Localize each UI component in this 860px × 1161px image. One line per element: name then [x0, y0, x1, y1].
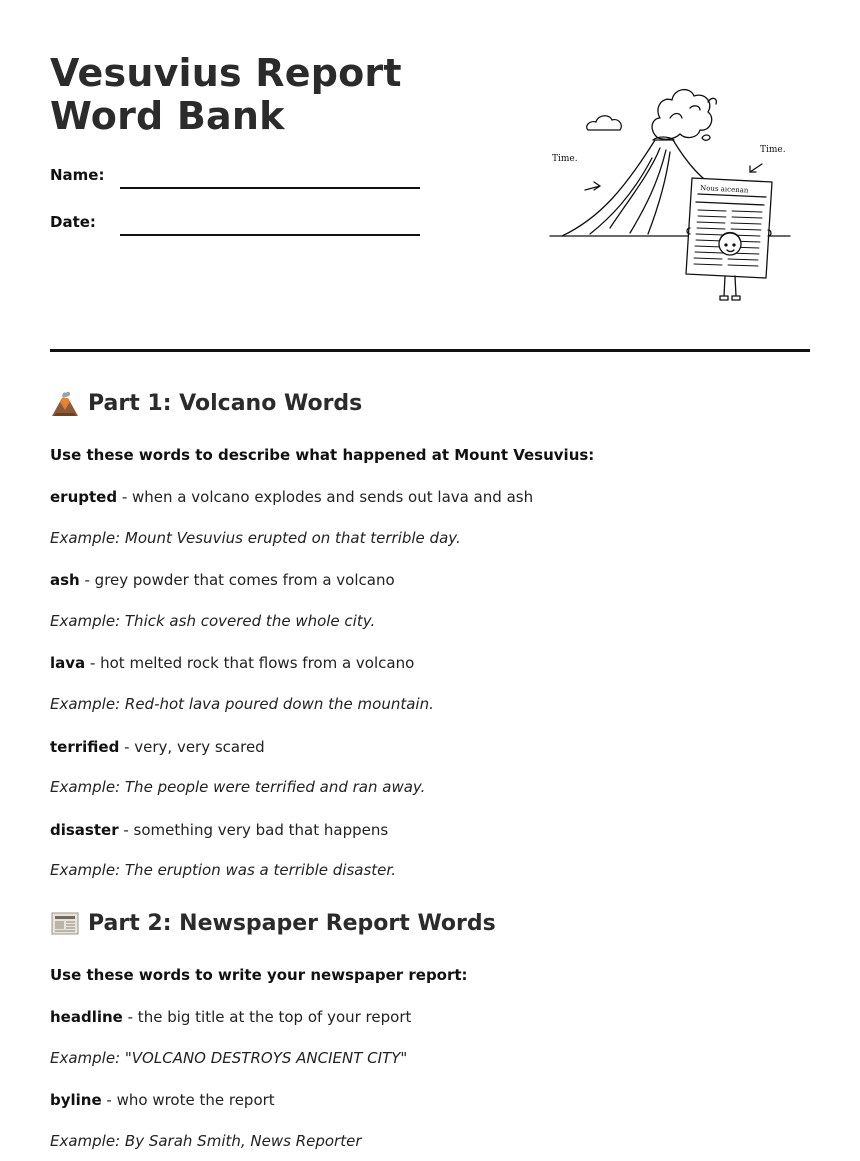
part2-heading-text: Part 2: Newspaper Report Words [88, 910, 496, 936]
volcano-newspaper-illustration [540, 78, 800, 308]
term-word: headline [50, 1008, 123, 1026]
part1-heading-text: Part 1: Volcano Words [88, 390, 363, 416]
newspaper-icon [50, 908, 80, 938]
term-definition: - the big title at the top of your report [122, 1008, 412, 1026]
example-erupted: Example: Mount Vesuvius erupted on that terrible day. [50, 529, 461, 547]
term-terrified [50, 738, 265, 756]
date-field[interactable] [120, 234, 420, 236]
term-definition: - when a volcano explodes and sends out lava and ash [117, 488, 534, 506]
term-headline [50, 1008, 411, 1026]
term-definition: - who wrote the report [101, 1091, 275, 1109]
example-terrified: Example: The people were terrified and ran away. [50, 778, 426, 796]
page-title: Vesuvius Report Word Bank [50, 51, 402, 138]
term-disaster [50, 821, 388, 839]
example-ash: Example: Thick ash covered the whole city. [50, 612, 376, 630]
part2-intro: Use these words to write your newspaper report: [50, 966, 468, 984]
date-label: Date: [50, 213, 96, 231]
term-definition: - hot melted rock that flows from a volcano [85, 654, 415, 672]
example-headline: Example: "VOLCANO DESTROYS ANCIENT CITY" [50, 1049, 408, 1067]
term-definition: - something very bad that happens [118, 821, 389, 839]
example-byline: Example: By Sarah Smith, News Reporter [50, 1132, 362, 1150]
term-definition: - very, very scared [119, 738, 265, 756]
part1-intro: Use these words to describe what happened at Mount Vesuvius: [50, 446, 595, 464]
term-word: terrified [50, 738, 120, 756]
term-word: erupted [50, 488, 118, 506]
term-word: ash [50, 571, 80, 589]
example-disaster: Example: The eruption was a terrible disaster. [50, 861, 396, 879]
example-lava: Example: Red-hot lava poured down the mountain. [50, 695, 434, 713]
term-word: byline [50, 1091, 102, 1109]
volcano-icon [50, 388, 80, 418]
term-word: disaster [50, 821, 119, 839]
term-erupted [50, 488, 533, 506]
time-label-left: Time. [552, 154, 578, 164]
section-divider [50, 349, 810, 352]
part1-heading [50, 388, 362, 418]
term-byline [50, 1091, 275, 1109]
name-label: Name: [50, 166, 105, 184]
term-definition: - grey powder that comes from a volcano [79, 571, 395, 589]
term-lava [50, 654, 414, 672]
part2-heading [50, 908, 496, 938]
time-label-right: Time. [760, 145, 786, 155]
term-ash [50, 571, 395, 589]
term-word: lava [50, 654, 86, 672]
name-field[interactable] [120, 187, 420, 189]
newspaper-heading: Nous aıcenan [699, 184, 749, 195]
